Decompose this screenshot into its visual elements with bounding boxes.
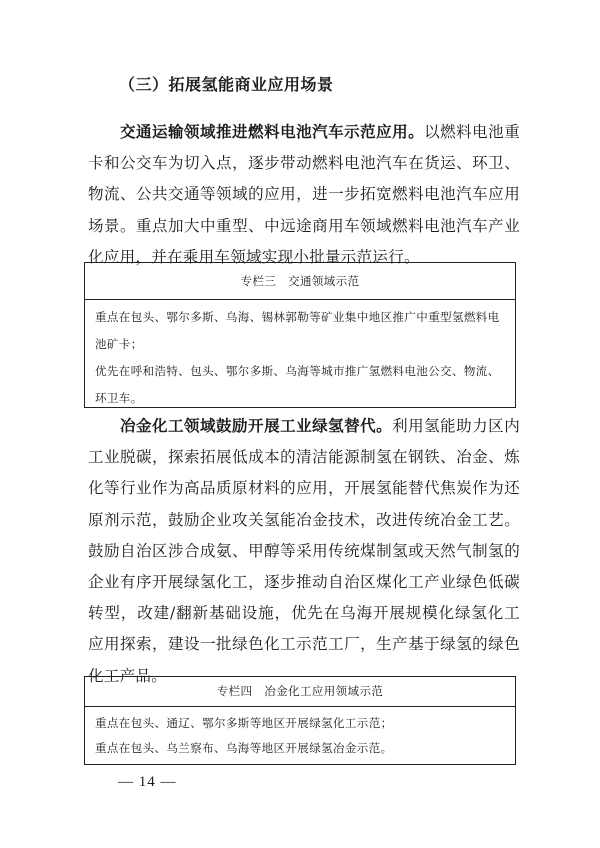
column-box-title: 专栏四 冶金化工应用领域示范 [85, 677, 515, 707]
paragraph-transport [88, 116, 520, 273]
page-number: — 14 — [118, 774, 177, 790]
paragraph-metallurgy [88, 410, 520, 692]
paragraph-metallurgy-lead: 冶金化工领域鼓励开展工业绿氢替代。 [120, 416, 393, 435]
column-box-metallurgy [84, 676, 516, 765]
column-box-item: 重点在包头、乌兰察布、乌海等地区开展绿氢冶金示范。 [95, 741, 393, 755]
column-box-item: 重点在包头、通辽、鄂尔多斯等地区开展绿氢化工示范； [95, 716, 393, 730]
column-box-title: 专栏三 交通领域示范 [85, 263, 515, 300]
section-heading: （三）拓展氢能商业应用场景 [119, 75, 334, 94]
paragraph-transport-lead: 交通运输领域推进燃料电池汽车示范应用。 [120, 122, 425, 141]
column-box-item: 优先在呼和浩特、包头、鄂尔多斯、乌海等城市推广氢燃料电池公交、物流、环卫车。 [95, 364, 500, 405]
column-box-transport [84, 262, 516, 408]
paragraph-transport-body: 以燃料电池重卡和公交车为切入点，逐步带动燃料电池汽车在货运、环卫、物流、公共交通等领域的应用，进一步拓宽燃料电池汽车应用场景。重点加大中重型、中远途商用车领域燃料电池汽车产业化应用，并在乘用车领域实现小批量示范运行。 [88, 123, 520, 266]
paragraph-metallurgy-body: 利用氢能助力区内工业脱碳，探索拓展低成本的清洁能源制氢在钢铁、冶金、炼化等行业作为高品质原材料的应用，开展氢能替代焦炭作为还原剂示范，鼓励企业攻关氢能冶金技术，改进传统冶金工艺。鼓励自治区涉合成氨、甲醇等采用传统煤制氢或天然气制氢的企业有序开展绿氢化工，逐步推动自治区煤化工产业绿色低碳转型，改建/翻新基础设施，优先在乌海开展规模化绿氢化工应用探索，建设一批绿色化工示范工厂，生产基于绿氢的绿色化工产品。 [88, 417, 520, 685]
column-box-item: 重点在包头、鄂尔多斯、乌海、锡林郭勒等矿业集中地区推广中重型氢燃料电池矿卡； [95, 310, 500, 351]
